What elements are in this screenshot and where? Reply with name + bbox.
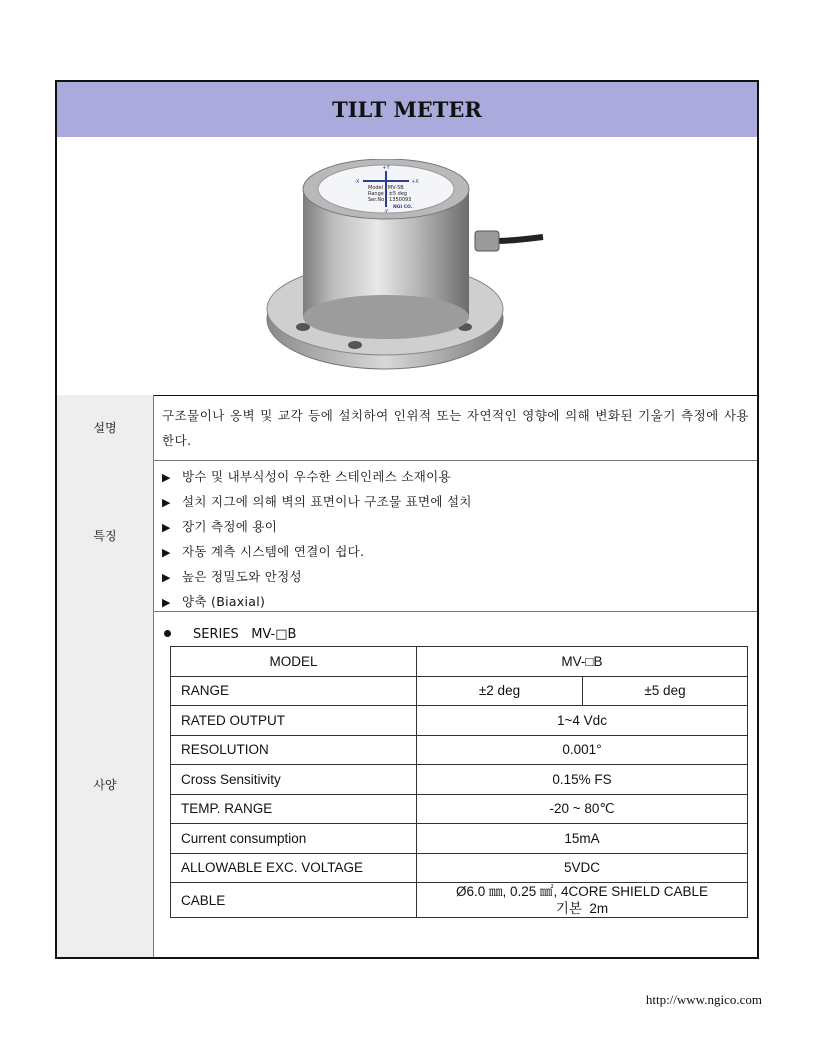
description-label: 설명 <box>57 395 154 460</box>
bullet-dot-icon <box>164 630 171 637</box>
table-row <box>171 676 748 706</box>
table-row <box>171 765 748 795</box>
bullet-triangle-icon: ▶ <box>162 546 171 559</box>
table-cell: Cross Sensitivity <box>171 765 417 795</box>
lid-serial: Ser.No : 1350093 <box>368 197 412 203</box>
cable-spec-line: Ø6.0 ㎜, 0.25 ㎟, 4CORE SHIELD CABLE <box>455 884 709 899</box>
table-cell: ALLOWABLE EXC. VOLTAGE <box>171 853 417 883</box>
table-cell: ±5 deg <box>583 676 748 706</box>
page-title: TILT METER <box>332 97 482 122</box>
table-cell: RATED OUTPUT <box>171 706 417 736</box>
specs-row <box>57 611 757 957</box>
title-bar <box>57 82 757 138</box>
lid-brand: NGI CO. <box>393 205 413 210</box>
bullet-triangle-icon: ▶ <box>162 496 171 509</box>
bullet-triangle-icon: ▶ <box>162 596 171 609</box>
description-row <box>57 395 757 461</box>
description-text: 구조물이나 옹벽 및 교각 등에 설치하여 인위적 또는 자연적인 영향에 의해 변화된 기울기 측정에 사용한다. <box>162 408 749 448</box>
feature-item: ▶ 장기 측정에 용이 <box>162 514 757 539</box>
table-cell: Current consumption <box>171 824 417 854</box>
table-cell: ±2 deg <box>417 676 583 706</box>
lid-axis-plus-y: +Y <box>382 165 390 171</box>
lid-axis-plus-x: +X <box>411 179 419 185</box>
table-cell: 0.15% FS <box>417 765 748 795</box>
lid-model: Model : MV-5B <box>368 185 404 191</box>
table-cell: 0.001° <box>417 735 748 765</box>
features-list <box>154 460 757 614</box>
spec-table <box>170 646 748 918</box>
series-title: SERIES MV-□B <box>164 627 296 642</box>
feature-item: ▶ 방수 및 내부식성이 우수한 스테인레스 소재이용 <box>162 464 757 489</box>
table-cell: RESOLUTION <box>171 735 417 765</box>
bullet-triangle-icon: ▶ <box>162 571 171 584</box>
table-cell: MV-□B <box>417 647 748 677</box>
feature-item: ▶ 높은 정밀도와 안정성 <box>162 564 757 589</box>
product-photo-area <box>57 137 757 396</box>
lid-axis-minus-x: -X <box>354 179 360 185</box>
feature-item: ▶ 양축 (Biaxial) <box>162 589 757 614</box>
table-row <box>171 824 748 854</box>
features-label: 특징 <box>57 460 154 611</box>
table-row <box>171 647 748 677</box>
table-cell: -20 ~ 80℃ <box>417 794 748 824</box>
table-cell: MODEL <box>171 647 417 677</box>
features-row <box>57 460 757 612</box>
bullet-triangle-icon: ▶ <box>162 521 171 534</box>
lid-range: Range : ±5 deg <box>368 191 408 197</box>
lid-axis-minus-y: -Y <box>383 209 389 215</box>
tilt-meter-photo <box>263 159 553 375</box>
table-row <box>171 794 748 824</box>
specs-label: 사양 <box>57 611 154 957</box>
table-cell <box>417 883 748 918</box>
table-row <box>171 853 748 883</box>
footer-url[interactable]: http://www.ngico.com <box>645 992 762 1007</box>
datasheet <box>55 80 759 959</box>
feature-item: ▶ 자동 계측 시스템에 연결이 쉽다. <box>162 539 757 564</box>
cable-length-line: 기본 2m <box>555 901 609 916</box>
table-row <box>171 883 748 918</box>
table-row <box>171 735 748 765</box>
bullet-triangle-icon: ▶ <box>162 471 171 484</box>
feature-item: ▶ 설치 지그에 의해 벽의 표면이나 구조물 표면에 설치 <box>162 489 757 514</box>
table-cell: RANGE <box>171 676 417 706</box>
table-cell: 5VDC <box>417 853 748 883</box>
table-row <box>171 706 748 736</box>
table-cell: 1~4 Vdc <box>417 706 748 736</box>
table-cell: CABLE <box>171 883 417 918</box>
table-cell: TEMP. RANGE <box>171 794 417 824</box>
table-cell: 15mA <box>417 824 748 854</box>
